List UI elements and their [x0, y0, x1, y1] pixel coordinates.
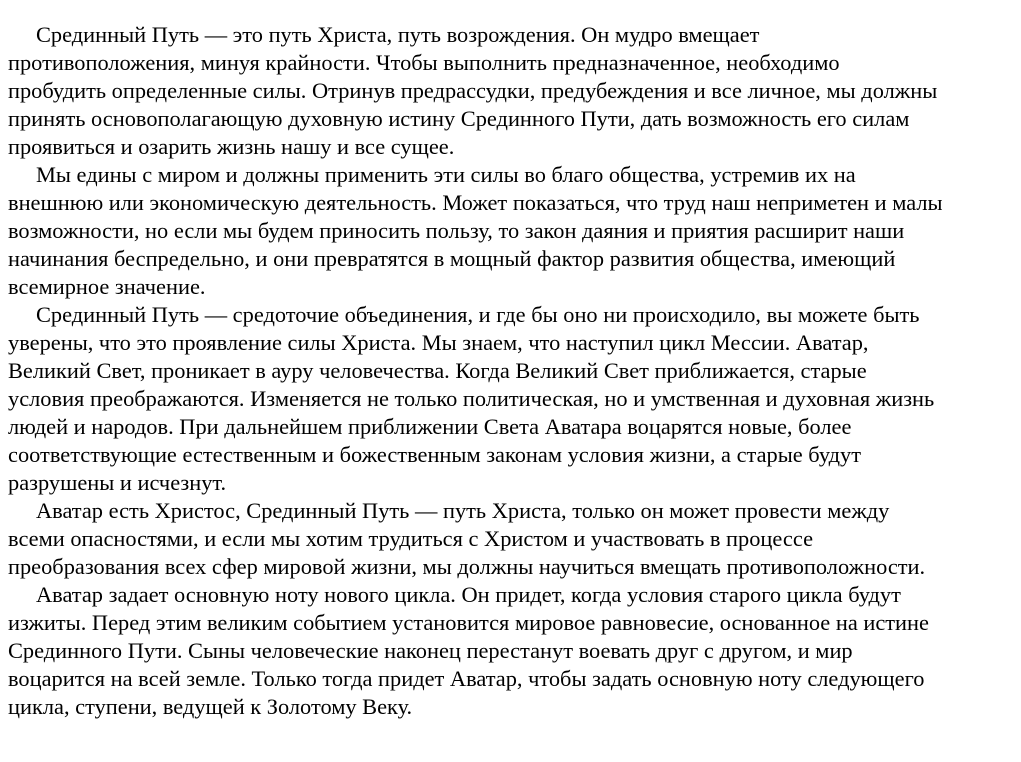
text-line: Аватар есть Христос, Срединный Путь — путь Христа, только он может провести между	[36, 498, 890, 523]
text-line: преобразования всех сфер мировой жизни, мы должны научиться вмещать противоположности.	[8, 554, 926, 579]
text-line: всеми опасностями, и если мы хотим трудиться с Христом и участвовать в процессе	[8, 526, 814, 551]
paragraph-2	[8, 161, 1009, 301]
text-line: противоположения, минуя крайности. Чтобы выполнить предназначенное, необходимо	[8, 50, 840, 75]
paragraph-3	[8, 301, 1009, 497]
text-line: начинания беспредельно, и они превратятся в мощный фактор развития общества, имеющий	[8, 246, 896, 271]
text-line: пробудить определенные силы. Отринув предрассудки, предубеждения и все личное, мы должны	[8, 78, 938, 103]
text-line: Мы едины с миром и должны применить эти силы во благо общества, устремив их на	[36, 162, 856, 187]
text-line: изжиты. Перед этим великим событием установится мировое равновесие, основанное на истине	[8, 610, 929, 635]
text-line: принять основополагающую духовную истину Срединного Пути, дать возможность его силам	[8, 106, 910, 131]
paragraph-1	[8, 21, 1009, 161]
text-line: Аватар задает основную ноту нового цикла. Он придет, когда условия старого цикла будут	[36, 582, 901, 607]
text-line: условия преображаются. Изменяется не только политическая, но и умственная и духовная жизнь	[8, 386, 935, 411]
text-line: людей и народов. При дальнейшем приближении Света Аватара воцарятся новые, более	[8, 414, 852, 439]
text-line: Срединный Путь — средоточие объединения, и где бы оно ни происходило, вы можете быть	[36, 302, 920, 327]
text-line: Срединного Пути. Сыны человеческие наконец перестанут воевать друг с другом, и мир	[8, 638, 853, 663]
text-line: проявиться и озарить жизнь нашу и все сущее.	[8, 134, 455, 159]
text-line: внешнюю или экономическую деятельность. Может показаться, что труд наш неприметен и малы	[8, 190, 943, 215]
text-line: Срединный Путь — это путь Христа, путь возрождения. Он мудро вмещает	[36, 22, 760, 47]
text-line: соответствующие естественным и божественным законам условия жизни, а старые будут	[8, 442, 861, 467]
paragraph-4	[8, 497, 1009, 581]
text-line: всемирное значение.	[8, 274, 206, 299]
text-line: возможности, но если мы будем приносить пользу, то закон даяния и приятия расширит наши	[8, 218, 905, 243]
text-line: уверены, что это проявление силы Христа. Мы знаем, что наступил цикл Мессии. Аватар,	[8, 330, 869, 355]
text-line: воцарится на всей земле. Только тогда придет Аватар, чтобы задать основную ноту следующего	[8, 666, 925, 691]
text-line: разрушены и исчезнут.	[8, 470, 227, 495]
text-line: цикла, ступени, ведущей к Золотому Веку.	[8, 694, 413, 719]
paragraph-5	[8, 581, 1009, 721]
text-line: Великий Свет, проникает в ауру человечества. Когда Великий Свет приближается, старые	[8, 358, 867, 383]
